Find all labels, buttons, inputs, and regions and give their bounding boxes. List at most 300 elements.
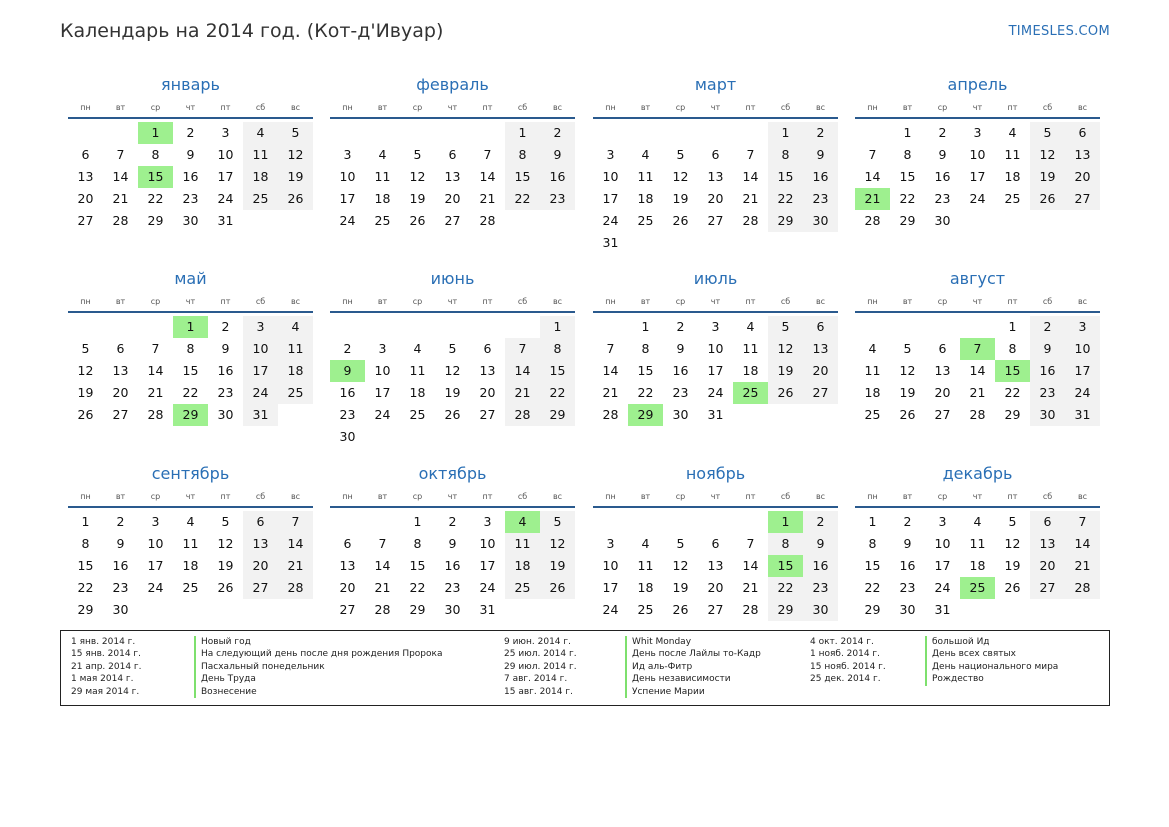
- empty-cell: [330, 511, 365, 533]
- day-cell: 4: [378, 147, 387, 162]
- weekday-header: [330, 296, 575, 313]
- days-grid: [855, 511, 1100, 621]
- day-cell: 24: [374, 407, 391, 422]
- day-cell: 11: [243, 144, 278, 166]
- day-cell: 10: [602, 558, 619, 573]
- day-cell: 22: [182, 385, 199, 400]
- day-cell: 15: [540, 360, 575, 382]
- weekday-label: вт: [115, 297, 126, 306]
- day-cell: 6: [483, 341, 492, 356]
- day-cell: 22: [637, 385, 654, 400]
- day-cell: 7: [606, 341, 615, 356]
- empty-cell: [925, 316, 960, 338]
- day-cell: 24: [479, 580, 496, 595]
- day-cell: 18: [409, 385, 426, 400]
- empty-cell: [733, 511, 768, 533]
- day-cell: 26: [540, 577, 575, 599]
- day-cell: 12: [77, 363, 94, 378]
- holiday-day: 15: [768, 555, 803, 577]
- day-cell: 6: [1065, 122, 1100, 144]
- day-cell: 30: [1030, 404, 1065, 426]
- day-cell: 30: [182, 213, 199, 228]
- weekday-label: пт: [745, 492, 756, 501]
- day-cell: 3: [938, 514, 947, 529]
- legend-names-col: [194, 636, 442, 698]
- empty-cell: [593, 316, 628, 338]
- legend-date: 25 июл. 2014 г.: [504, 649, 577, 660]
- day-cell: 6: [81, 147, 90, 162]
- empty-cell: [628, 122, 663, 144]
- day-cell: 1: [903, 125, 912, 140]
- day-cell: 4: [973, 514, 982, 529]
- legend-holiday-name: Ид аль-Фитр: [625, 661, 761, 673]
- weekday-label: вс: [1077, 492, 1088, 501]
- day-cell: 9: [803, 533, 838, 555]
- day-cell: 8: [151, 147, 160, 162]
- day-cell: 5: [278, 122, 313, 144]
- legend-holiday-name: День независимости: [625, 673, 761, 685]
- day-cell: 8: [1008, 341, 1017, 356]
- legend-holiday-name: Пасхальный понедельник: [194, 661, 442, 673]
- months-grid: [68, 74, 1102, 634]
- day-cell: 26: [77, 407, 94, 422]
- day-cell: 28: [147, 407, 164, 422]
- day-cell: 23: [444, 580, 461, 595]
- empty-cell: [593, 511, 628, 533]
- day-cell: 19: [899, 385, 916, 400]
- day-cell: 19: [672, 191, 689, 206]
- legend-holiday-name: Вознесение: [194, 686, 442, 698]
- day-cell: 30: [112, 602, 129, 617]
- day-cell: 27: [803, 382, 838, 404]
- day-cell: 21: [479, 191, 496, 206]
- day-cell: 31: [479, 602, 496, 617]
- day-cell: 12: [1030, 144, 1065, 166]
- legend-date: 15 авг. 2014 г.: [504, 686, 573, 697]
- empty-cell: [855, 122, 890, 144]
- day-cell: 23: [803, 188, 838, 210]
- day-cell: 8: [768, 533, 803, 555]
- day-cell: 30: [444, 602, 461, 617]
- empty-cell: [470, 122, 505, 144]
- day-cell: 7: [746, 147, 755, 162]
- day-cell: 2: [676, 319, 685, 334]
- day-cell: 3: [973, 125, 982, 140]
- weekday-label: пт: [745, 297, 756, 306]
- day-cell: 24: [339, 213, 356, 228]
- legend-holiday-name: Whit Monday: [625, 636, 761, 648]
- empty-cell: [435, 122, 470, 144]
- day-cell: 16: [1030, 360, 1065, 382]
- weekday-label: ср: [150, 297, 161, 306]
- legend-date: 9 июн. 2014 г.: [504, 637, 571, 647]
- day-cell: 27: [1065, 188, 1100, 210]
- day-cell: 17: [602, 580, 619, 595]
- day-cell: 10: [479, 536, 496, 551]
- day-cell: 3: [606, 147, 615, 162]
- days-grid: [593, 511, 838, 621]
- day-cell: 22: [1004, 385, 1021, 400]
- day-cell: 13: [339, 558, 356, 573]
- day-cell: 3: [1065, 316, 1100, 338]
- day-cell: 9: [903, 536, 912, 551]
- day-cell: 16: [444, 558, 461, 573]
- legend-date: 25 дек. 2014 г.: [810, 674, 881, 685]
- empty-cell: [960, 316, 995, 338]
- weekday-label: пт: [1007, 492, 1018, 501]
- day-cell: 4: [186, 514, 195, 529]
- day-cell: 3: [243, 316, 278, 338]
- day-cell: 2: [803, 122, 838, 144]
- day-cell: 13: [112, 363, 129, 378]
- day-cell: 31: [707, 407, 724, 422]
- day-cell: 15: [899, 169, 916, 184]
- day-cell: 2: [903, 514, 912, 529]
- day-cell: 8: [768, 144, 803, 166]
- day-cell: 19: [444, 385, 461, 400]
- legend-date: 15 янв. 2014 г.: [71, 649, 141, 660]
- day-cell: 29: [768, 210, 803, 232]
- day-cell: 10: [934, 536, 951, 551]
- day-cell: 15: [182, 363, 199, 378]
- day-cell: 26: [217, 580, 234, 595]
- day-cell: 30: [803, 210, 838, 232]
- day-cell: 30: [899, 602, 916, 617]
- day-cell: 16: [672, 363, 689, 378]
- day-cell: 2: [221, 319, 230, 334]
- day-cell: 17: [147, 558, 164, 573]
- weekday-label: вс: [815, 103, 826, 112]
- day-cell: 8: [641, 341, 650, 356]
- day-cell: 6: [938, 341, 947, 356]
- day-cell: 8: [540, 338, 575, 360]
- weekday-label: чт: [972, 492, 983, 501]
- day-cell: 24: [243, 382, 278, 404]
- empty-cell: [365, 122, 400, 144]
- legend-holiday-name: Рождество: [925, 673, 1058, 685]
- day-cell: 13: [1030, 533, 1065, 555]
- day-cell: 12: [409, 169, 426, 184]
- days-grid: [330, 316, 575, 448]
- day-cell: 23: [217, 385, 234, 400]
- day-cell: 9: [448, 536, 457, 551]
- day-cell: 25: [864, 407, 881, 422]
- weekday-label: сб: [517, 492, 528, 501]
- day-cell: 4: [243, 122, 278, 144]
- day-cell: 16: [899, 558, 916, 573]
- legend-date: 4 окт. 2014 г.: [810, 637, 874, 647]
- month-3: [593, 74, 838, 254]
- day-cell: 27: [1030, 577, 1065, 599]
- weekday-label: пн: [867, 103, 878, 112]
- weekday-label: вс: [1077, 103, 1088, 112]
- day-cell: 21: [278, 555, 313, 577]
- day-cell: 26: [444, 407, 461, 422]
- day-cell: 29: [147, 213, 164, 228]
- day-cell: 9: [116, 536, 125, 551]
- legend-holiday-name: День национального мира: [925, 661, 1058, 673]
- empty-cell: [698, 511, 733, 533]
- day-cell: 23: [112, 580, 129, 595]
- day-cell: 26: [672, 213, 689, 228]
- day-cell: 1: [641, 319, 650, 334]
- day-cell: 21: [374, 580, 391, 595]
- day-cell: 8: [505, 144, 540, 166]
- day-cell: 29: [540, 404, 575, 426]
- weekday-header: [330, 491, 575, 508]
- weekday-label: пн: [80, 103, 91, 112]
- weekday-label: пт: [482, 103, 493, 112]
- empty-cell: [890, 316, 925, 338]
- weekday-header: [68, 102, 313, 119]
- day-cell: 28: [278, 577, 313, 599]
- day-cell: 27: [934, 407, 951, 422]
- day-cell: 20: [934, 385, 951, 400]
- weekday-header: [855, 296, 1100, 313]
- weekday-label: пн: [342, 103, 353, 112]
- day-cell: 26: [1004, 580, 1021, 595]
- day-cell: 12: [278, 144, 313, 166]
- weekday-label: чт: [710, 103, 721, 112]
- weekday-label: вт: [115, 103, 126, 112]
- day-cell: 13: [707, 169, 724, 184]
- holiday-day: 25: [733, 382, 768, 404]
- empty-cell: [365, 316, 400, 338]
- month-4: [855, 74, 1100, 232]
- empty-cell: [365, 511, 400, 533]
- day-cell: 21: [112, 191, 129, 206]
- day-cell: 14: [864, 169, 881, 184]
- day-cell: 12: [217, 536, 234, 551]
- weekday-header: [855, 102, 1100, 119]
- day-cell: 23: [899, 580, 916, 595]
- weekday-header: [855, 491, 1100, 508]
- day-cell: 1: [540, 316, 575, 338]
- weekday-label: вт: [902, 297, 913, 306]
- day-cell: 9: [1030, 338, 1065, 360]
- empty-cell: [698, 122, 733, 144]
- weekday-label: вс: [815, 492, 826, 501]
- day-cell: 10: [602, 169, 619, 184]
- weekday-label: вс: [552, 103, 563, 112]
- day-cell: 29: [864, 602, 881, 617]
- weekday-label: ср: [675, 103, 686, 112]
- day-cell: 16: [540, 166, 575, 188]
- day-cell: 24: [969, 191, 986, 206]
- weekday-label: пт: [220, 297, 231, 306]
- weekday-label: сб: [517, 103, 528, 112]
- holiday-day: 29: [173, 404, 208, 426]
- legend-date: 7 авг. 2014 г.: [504, 674, 568, 685]
- day-cell: 13: [707, 558, 724, 573]
- legend-date: 1 нояб. 2014 г.: [810, 649, 881, 660]
- empty-cell: [435, 316, 470, 338]
- day-cell: 2: [803, 511, 838, 533]
- empty-cell: [330, 122, 365, 144]
- legend-date: 1 янв. 2014 г.: [71, 637, 136, 647]
- weekday-label: чт: [185, 103, 196, 112]
- days-grid: [330, 122, 575, 232]
- day-cell: 24: [1065, 382, 1100, 404]
- day-cell: 26: [278, 188, 313, 210]
- day-cell: 27: [243, 577, 278, 599]
- day-cell: 9: [540, 144, 575, 166]
- day-cell: 31: [602, 235, 619, 250]
- weekday-label: пт: [220, 492, 231, 501]
- weekday-label: сб: [1042, 297, 1053, 306]
- day-cell: 5: [1030, 122, 1065, 144]
- day-cell: 11: [278, 338, 313, 360]
- holiday-day: 7: [960, 338, 995, 360]
- day-cell: 15: [637, 363, 654, 378]
- day-cell: 8: [81, 536, 90, 551]
- day-cell: 11: [505, 533, 540, 555]
- day-cell: 19: [77, 385, 94, 400]
- day-cell: 9: [186, 147, 195, 162]
- day-cell: 18: [637, 580, 654, 595]
- day-cell: 18: [505, 555, 540, 577]
- day-cell: 17: [969, 169, 986, 184]
- weekday-label: чт: [185, 492, 196, 501]
- day-cell: 21: [742, 580, 759, 595]
- day-cell: 1: [81, 514, 90, 529]
- day-cell: 5: [676, 536, 685, 551]
- day-cell: 27: [112, 407, 129, 422]
- day-cell: 27: [339, 602, 356, 617]
- day-cell: 11: [374, 169, 391, 184]
- day-cell: 28: [112, 213, 129, 228]
- day-cell: 26: [899, 407, 916, 422]
- day-cell: 4: [413, 341, 422, 356]
- day-cell: 17: [934, 558, 951, 573]
- day-cell: 22: [505, 188, 540, 210]
- day-cell: 6: [116, 341, 125, 356]
- day-cell: 14: [1065, 533, 1100, 555]
- day-cell: 25: [374, 213, 391, 228]
- day-cell: 25: [182, 580, 199, 595]
- day-cell: 13: [479, 363, 496, 378]
- day-cell: 30: [217, 407, 234, 422]
- day-cell: 7: [1065, 511, 1100, 533]
- day-cell: 18: [864, 385, 881, 400]
- day-cell: 6: [803, 316, 838, 338]
- day-cell: 2: [1030, 316, 1065, 338]
- day-cell: 29: [409, 602, 426, 617]
- day-cell: 6: [448, 147, 457, 162]
- legend-holiday-name: большой Ид: [925, 636, 1058, 648]
- day-cell: 21: [505, 382, 540, 404]
- day-cell: 16: [112, 558, 129, 573]
- day-cell: 24: [147, 580, 164, 595]
- weekday-label: чт: [447, 297, 458, 306]
- day-cell: 1: [413, 514, 422, 529]
- day-cell: 3: [221, 125, 230, 140]
- empty-cell: [855, 316, 890, 338]
- day-cell: 26: [1030, 188, 1065, 210]
- days-grid: [855, 316, 1100, 426]
- day-cell: 8: [868, 536, 877, 551]
- site-link[interactable]: TIMESLES.COM: [1008, 24, 1110, 39]
- month-name: январь: [161, 75, 220, 94]
- month-8: [855, 268, 1100, 426]
- day-cell: 16: [217, 363, 234, 378]
- day-cell: 22: [768, 188, 803, 210]
- weekday-label: вс: [552, 297, 563, 306]
- days-grid: [593, 316, 838, 426]
- days-grid: [593, 122, 838, 254]
- day-cell: 4: [746, 319, 755, 334]
- weekday-label: ср: [937, 297, 948, 306]
- weekday-label: ср: [412, 103, 423, 112]
- day-cell: 28: [1065, 577, 1100, 599]
- day-cell: 12: [444, 363, 461, 378]
- day-cell: 3: [343, 147, 352, 162]
- day-cell: 10: [217, 147, 234, 162]
- day-cell: 27: [77, 213, 94, 228]
- day-cell: 19: [409, 191, 426, 206]
- day-cell: 5: [221, 514, 230, 529]
- holiday-day: 9: [330, 360, 365, 382]
- day-cell: 30: [803, 599, 838, 621]
- day-cell: 2: [343, 341, 352, 356]
- day-cell: 18: [637, 191, 654, 206]
- day-cell: 25: [637, 602, 654, 617]
- day-cell: 28: [742, 213, 759, 228]
- day-cell: 19: [540, 555, 575, 577]
- weekday-label: ср: [150, 103, 161, 112]
- weekday-label: пн: [80, 297, 91, 306]
- day-cell: 20: [112, 385, 129, 400]
- day-cell: 14: [505, 360, 540, 382]
- weekday-label: пн: [605, 103, 616, 112]
- weekday-label: сб: [780, 103, 791, 112]
- day-cell: 28: [602, 407, 619, 422]
- weekday-label: сб: [1042, 103, 1053, 112]
- day-cell: 7: [151, 341, 160, 356]
- day-cell: 22: [768, 577, 803, 599]
- day-cell: 4: [278, 316, 313, 338]
- day-cell: 9: [803, 144, 838, 166]
- day-cell: 22: [540, 382, 575, 404]
- month-name: май: [174, 269, 207, 288]
- legend-date: 21 апр. 2014 г.: [71, 661, 142, 672]
- weekday-label: вт: [902, 103, 913, 112]
- holiday-day: 29: [628, 404, 663, 426]
- day-cell: 27: [707, 213, 724, 228]
- weekday-label: пт: [482, 297, 493, 306]
- day-cell: 3: [483, 514, 492, 529]
- legend-date: 15 нояб. 2014 г.: [810, 661, 886, 672]
- day-cell: 6: [711, 147, 720, 162]
- month-name: декабрь: [942, 464, 1013, 483]
- legend-dates-col: [71, 636, 142, 698]
- day-cell: 23: [672, 385, 689, 400]
- empty-cell: [663, 511, 698, 533]
- day-cell: 11: [969, 536, 986, 551]
- weekday-label: сб: [780, 297, 791, 306]
- weekday-label: вт: [640, 297, 651, 306]
- day-cell: 29: [1004, 407, 1021, 422]
- day-cell: 9: [221, 341, 230, 356]
- day-cell: 31: [1065, 404, 1100, 426]
- day-cell: 7: [483, 147, 492, 162]
- day-cell: 3: [606, 536, 615, 551]
- month-name: апрель: [947, 75, 1008, 94]
- month-name: июнь: [430, 269, 475, 288]
- weekday-label: сб: [255, 492, 266, 501]
- weekday-label: пн: [867, 492, 878, 501]
- empty-cell: [593, 122, 628, 144]
